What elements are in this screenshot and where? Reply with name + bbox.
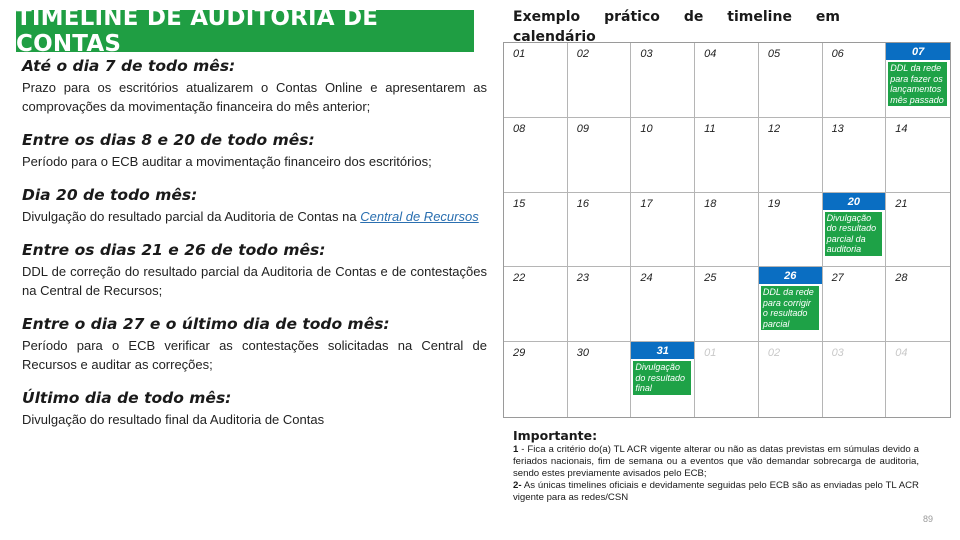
day-number: 29 [513,347,526,360]
calendar-day [759,267,823,342]
day-number: 05 [767,48,781,60]
section-text-body: Divulgação do resultado final da Auditoria de Contas [22,412,325,427]
calendar-day [886,342,950,417]
day-number: 26 [784,270,797,283]
day-number: 01 [704,347,717,360]
day-number: 12 [767,122,781,135]
important-item-text: - Fica a critério do(a) TL ACR vigente alterar ou não as datas previstas em súmulas devido a feriados nacionais, fim de semana ou a eventos que vão demandar sobrecarga de auditoria, sendo estes previamente avisados pelo ECB; [513,444,919,479]
timeline-section [22,185,487,226]
calendar-day [568,118,632,193]
calendar-day [568,267,632,342]
calendar-day [886,267,950,342]
calendar-day [759,342,823,417]
section-heading: Dia 20 de todo mês: [22,186,198,204]
calendar-day [504,193,568,268]
calendar-day [631,118,695,193]
calendar-day [759,118,823,193]
calendar-day [695,193,759,268]
calendar-day [568,43,632,118]
day-number: 19 [767,197,781,210]
important-item-number: 2- [513,480,522,491]
section-text-body: Prazo para os escritórios atualizarem o Contas Online e apresentarem as comprovações da movimentação financeira do mês anterior; [22,80,487,114]
calendar-day [631,193,695,268]
calendar-day [823,193,887,268]
day-number: 25 [704,272,717,285]
timeline-section [22,56,487,116]
day-event-note: Divulgação do resultado parcial da auditoria [825,212,883,256]
important-item-number: 1 [513,444,519,455]
calendar-day [631,342,695,417]
day-number: 08 [513,122,526,135]
calendar-day [695,267,759,342]
day-event-note: DDL da rede para corrigir o resultado parcial [761,286,819,330]
calendar-day [886,43,950,118]
calendar-day [568,193,632,268]
section-heading: Entre os dias 21 e 26 de todo mês: [22,241,326,259]
calendar-day [823,118,887,193]
day-event-note: DDL da rede para fazer os lançamentos mês passado [888,62,947,106]
calendar-day [823,43,887,118]
calendar-day [504,267,568,342]
day-number: 28 [895,272,908,285]
day-number: 03 [640,48,653,60]
page-number: 89 [923,514,934,524]
timeline-section [22,314,487,374]
central-de-recursos-link[interactable]: Central de Recursos [360,209,479,224]
calendar-title: Exemplo prático de timeline em calendário [513,9,840,43]
important-heading: Importante: [513,428,598,443]
day-number: 23 [576,272,589,285]
day-number: 07 [912,46,925,58]
day-number: 27 [831,272,844,285]
day-number: 24 [640,272,653,285]
section-text-body: Período para o ECB verificar as contestações solicitadas na Central de Recursos e auditar as correções; [22,338,487,372]
day-number: 11 [704,122,716,135]
calendar-day [631,267,695,342]
section-text [22,152,487,171]
calendar-day [886,193,950,268]
day-number: 02 [767,347,781,360]
calendar-day [504,342,568,417]
section-heading: Entre os dias 8 e 20 de todo mês: [22,131,315,149]
day-number: 21 [895,197,908,210]
calendar-day [823,267,887,342]
day-number: 17 [640,197,653,210]
day-number: 13 [831,122,844,135]
calendar-day [504,118,568,193]
day-event-note: Divulgação do resultado final [633,361,691,395]
calendar-day [695,43,759,118]
day-number: 10 [640,122,653,135]
day-number: 09 [576,122,589,135]
day-number: 14 [895,122,908,135]
section-heading: Até o dia 7 de todo mês: [22,57,236,75]
day-number: 15 [513,197,526,210]
day-number: 04 [704,48,717,60]
section-text [22,78,487,116]
page-title-banner [16,5,474,57]
day-number: 04 [895,347,908,360]
important-item-1 [513,444,919,480]
day-number: 03 [831,347,844,360]
section-text [22,262,487,300]
section-text [22,336,487,374]
important-notes [513,428,919,504]
day-number: 18 [704,197,717,210]
calendar-day [695,118,759,193]
calendar-grid [503,42,951,418]
section-text-body: DDL de correção do resultado parcial da Auditoria de Contas e de contestações na Central de Recursos; [22,264,487,298]
calendar-day [631,43,695,118]
timeline-section [22,240,487,300]
important-item-2 [513,480,919,504]
page-title: TIMELINE DE AUDITORIA DE CONTAS [16,5,379,57]
calendar-day [695,342,759,417]
day-number: 01 [513,48,526,60]
day-number: 22 [513,272,526,285]
timeline-section [22,388,487,429]
section-heading: Entre o dia 27 e o último dia de todo mês: [22,315,390,333]
section-text-body: Divulgação do resultado parcial da Auditoria de Contas na [22,209,361,224]
day-number: 06 [831,48,844,60]
calendar-day [823,342,887,417]
calendar-day [759,193,823,268]
day-number: 16 [576,197,589,210]
timeline-section [22,130,487,171]
calendar-day [759,43,823,118]
important-item-text: As únicas timelines oficiais e devidamente seguidas pelo ECB são as enviadas pelo TL ACR vigente para as redes/CSN [513,480,919,503]
calendar-day [886,118,950,193]
day-number: 20 [847,195,861,208]
section-text [22,410,487,429]
section-text-body: Período para o ECB auditar a movimentação financeiro dos escritórios; [22,154,432,169]
section-text [22,207,487,226]
day-number: 02 [576,48,589,60]
calendar-day [504,43,568,118]
section-heading: Último dia de todo mês: [22,389,232,407]
day-number: 30 [576,347,589,360]
timeline-sections [22,56,487,429]
calendar-day [568,342,632,417]
day-number: 31 [656,345,669,358]
